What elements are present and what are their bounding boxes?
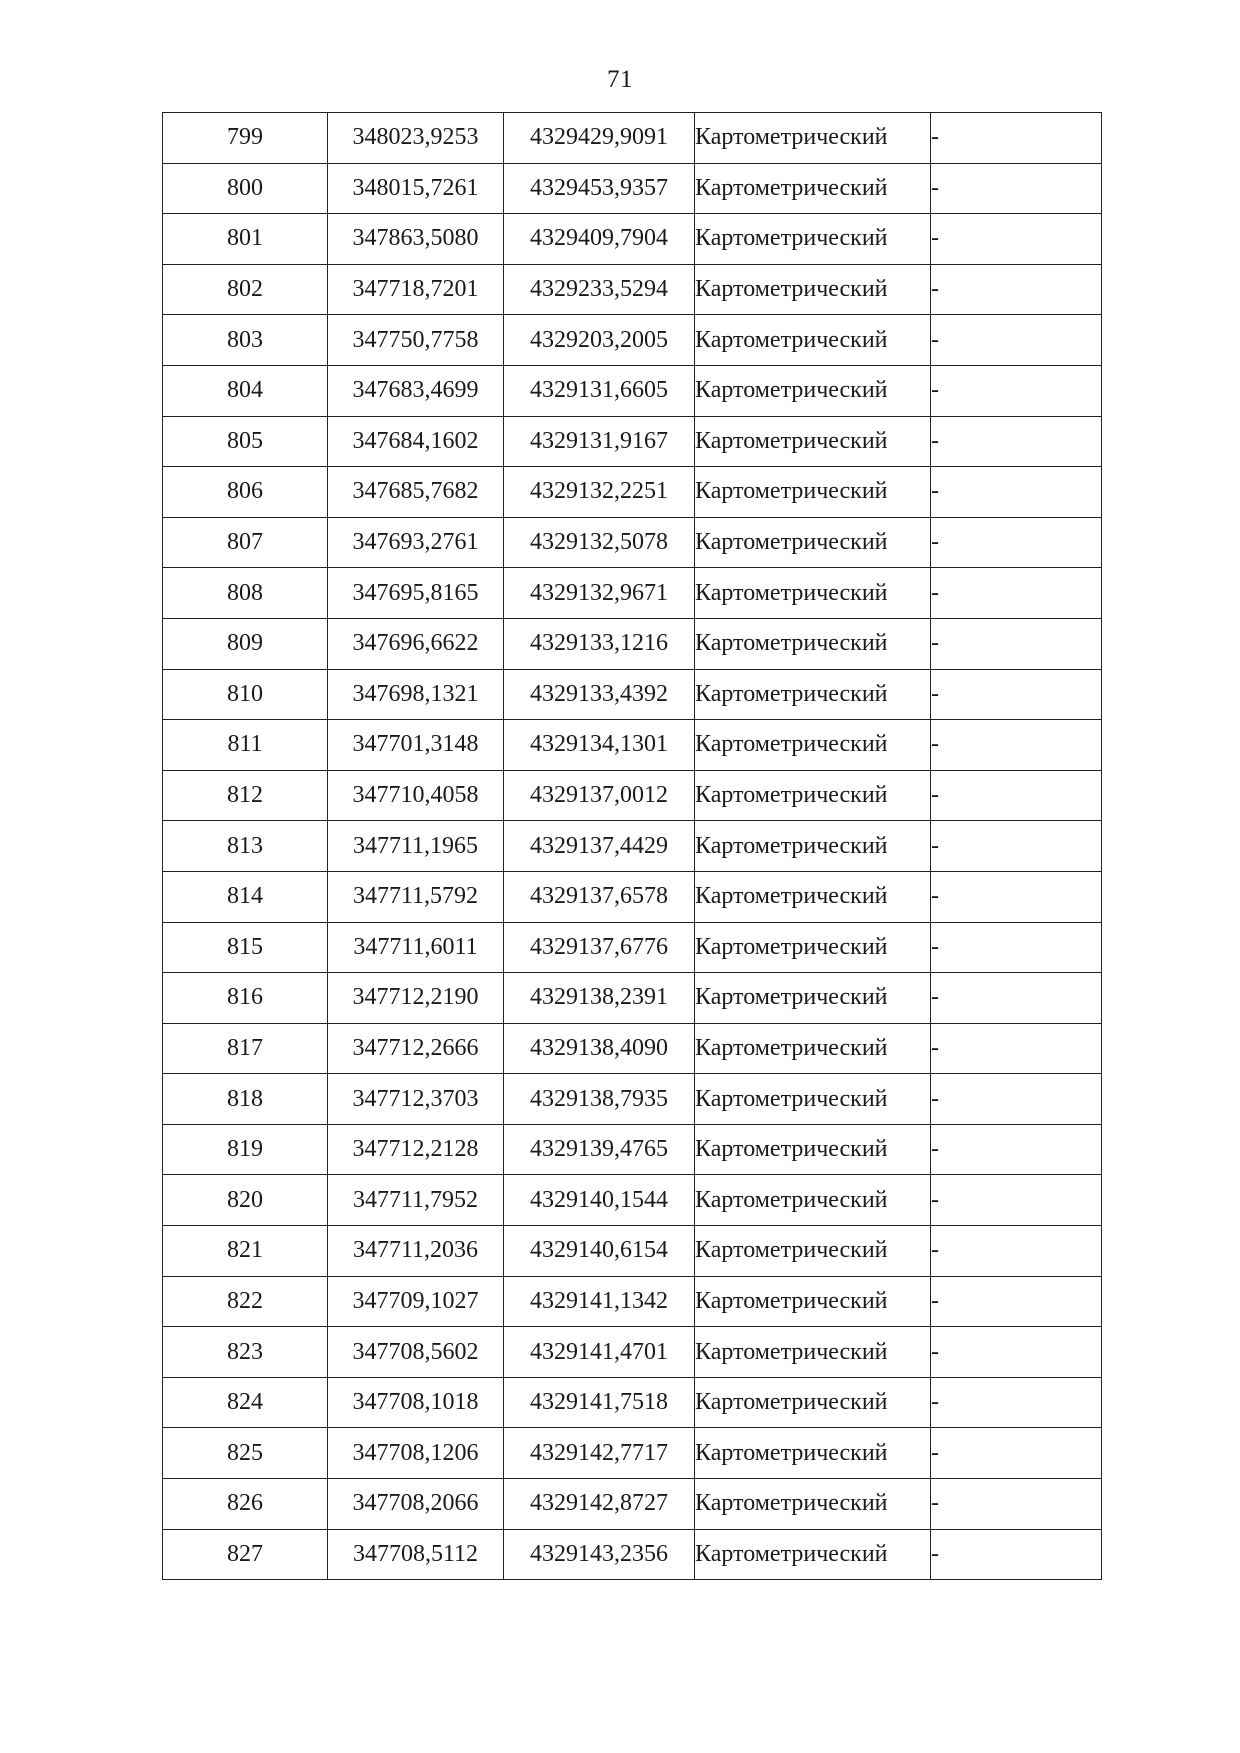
description-cell: - [931, 467, 1102, 518]
x-coordinate-cell: 347695,8165 [328, 568, 504, 619]
description-cell: - [931, 113, 1102, 164]
y-coordinate-cell: 4329141,7518 [504, 1377, 695, 1428]
description-cell: - [931, 315, 1102, 366]
x-coordinate-cell: 347710,4058 [328, 770, 504, 821]
x-coordinate-cell: 347718,7201 [328, 264, 504, 315]
y-coordinate-cell: 4329137,4429 [504, 821, 695, 872]
description-cell: - [931, 163, 1102, 214]
y-coordinate-cell: 4329137,6578 [504, 871, 695, 922]
y-coordinate-cell: 4329429,9091 [504, 113, 695, 164]
y-coordinate-cell: 4329139,4765 [504, 1124, 695, 1175]
description-cell: - [931, 618, 1102, 669]
method-cell: Картометрический [695, 568, 931, 619]
method-cell: Картометрический [695, 315, 931, 366]
y-coordinate-cell: 4329142,8727 [504, 1479, 695, 1530]
method-cell: Картометрический [695, 1074, 931, 1125]
table-row [163, 871, 1102, 922]
table-row [163, 973, 1102, 1024]
table-row [163, 467, 1102, 518]
point-number-cell: 815 [163, 922, 328, 973]
x-coordinate-cell: 347709,1027 [328, 1276, 504, 1327]
y-coordinate-cell: 4329137,0012 [504, 770, 695, 821]
description-cell: - [931, 1023, 1102, 1074]
x-coordinate-cell: 347708,1206 [328, 1428, 504, 1479]
point-number-cell: 811 [163, 720, 328, 771]
table-row [163, 113, 1102, 164]
point-number-cell: 818 [163, 1074, 328, 1125]
table-row [163, 669, 1102, 720]
x-coordinate-cell: 347712,2128 [328, 1124, 504, 1175]
y-coordinate-cell: 4329132,5078 [504, 517, 695, 568]
method-cell: Картометрический [695, 1175, 931, 1226]
y-coordinate-cell: 4329133,1216 [504, 618, 695, 669]
x-coordinate-cell: 347711,6011 [328, 922, 504, 973]
y-coordinate-cell: 4329132,2251 [504, 467, 695, 518]
x-coordinate-cell: 347708,1018 [328, 1377, 504, 1428]
y-coordinate-cell: 4329137,6776 [504, 922, 695, 973]
point-number-cell: 824 [163, 1377, 328, 1428]
description-cell: - [931, 821, 1102, 872]
y-coordinate-cell: 4329409,7904 [504, 214, 695, 265]
point-number-cell: 825 [163, 1428, 328, 1479]
table-row [163, 618, 1102, 669]
y-coordinate-cell: 4329131,9167 [504, 416, 695, 467]
table-row [163, 1377, 1102, 1428]
point-number-cell: 802 [163, 264, 328, 315]
method-cell: Картометрический [695, 871, 931, 922]
table-row [163, 1124, 1102, 1175]
description-cell: - [931, 1226, 1102, 1277]
point-number-cell: 809 [163, 618, 328, 669]
y-coordinate-cell: 4329143,2356 [504, 1529, 695, 1580]
description-cell: - [931, 1124, 1102, 1175]
x-coordinate-cell: 347693,2761 [328, 517, 504, 568]
method-cell: Картометрический [695, 416, 931, 467]
coordinates-table [162, 112, 1102, 1580]
method-cell: Картометрический [695, 770, 931, 821]
point-number-cell: 820 [163, 1175, 328, 1226]
method-cell: Картометрический [695, 1327, 931, 1378]
description-cell: - [931, 922, 1102, 973]
table-row [163, 315, 1102, 366]
table-row [163, 821, 1102, 872]
method-cell: Картометрический [695, 973, 931, 1024]
x-coordinate-cell: 347711,1965 [328, 821, 504, 872]
description-cell: - [931, 973, 1102, 1024]
x-coordinate-cell: 347712,3703 [328, 1074, 504, 1125]
x-coordinate-cell: 347863,5080 [328, 214, 504, 265]
table-row [163, 1175, 1102, 1226]
description-cell: - [931, 264, 1102, 315]
table-row [163, 1529, 1102, 1580]
table-row [163, 264, 1102, 315]
x-coordinate-cell: 347708,5602 [328, 1327, 504, 1378]
method-cell: Картометрический [695, 821, 931, 872]
point-number-cell: 823 [163, 1327, 328, 1378]
method-cell: Картометрический [695, 113, 931, 164]
x-coordinate-cell: 347712,2666 [328, 1023, 504, 1074]
page-number: 71 [607, 66, 633, 93]
description-cell: - [931, 1276, 1102, 1327]
point-number-cell: 810 [163, 669, 328, 720]
x-coordinate-cell: 348023,9253 [328, 113, 504, 164]
y-coordinate-cell: 4329233,5294 [504, 264, 695, 315]
description-cell: - [931, 1074, 1102, 1125]
point-number-cell: 803 [163, 315, 328, 366]
method-cell: Картометрический [695, 264, 931, 315]
method-cell: Картометрический [695, 467, 931, 518]
y-coordinate-cell: 4329140,6154 [504, 1226, 695, 1277]
y-coordinate-cell: 4329141,4701 [504, 1327, 695, 1378]
table-row [163, 1327, 1102, 1378]
y-coordinate-cell: 4329133,4392 [504, 669, 695, 720]
description-cell: - [931, 1529, 1102, 1580]
table-row [163, 568, 1102, 619]
point-number-cell: 827 [163, 1529, 328, 1580]
method-cell: Картометрический [695, 1276, 931, 1327]
table-row [163, 214, 1102, 265]
y-coordinate-cell: 4329131,6605 [504, 365, 695, 416]
x-coordinate-cell: 347696,6622 [328, 618, 504, 669]
y-coordinate-cell: 4329140,1544 [504, 1175, 695, 1226]
method-cell: Картометрический [695, 517, 931, 568]
description-cell: - [931, 1175, 1102, 1226]
point-number-cell: 806 [163, 467, 328, 518]
table-row [163, 1074, 1102, 1125]
table-row [163, 517, 1102, 568]
description-cell: - [931, 517, 1102, 568]
description-cell: - [931, 416, 1102, 467]
table-row [163, 770, 1102, 821]
table-row [163, 1226, 1102, 1277]
table-row [163, 922, 1102, 973]
x-coordinate-cell: 348015,7261 [328, 163, 504, 214]
description-cell: - [931, 214, 1102, 265]
description-cell: - [931, 871, 1102, 922]
y-coordinate-cell: 4329138,7935 [504, 1074, 695, 1125]
method-cell: Картометрический [695, 1529, 931, 1580]
point-number-cell: 812 [163, 770, 328, 821]
method-cell: Картометрический [695, 922, 931, 973]
method-cell: Картометрический [695, 1124, 931, 1175]
x-coordinate-cell: 347711,5792 [328, 871, 504, 922]
method-cell: Картометрический [695, 365, 931, 416]
y-coordinate-cell: 4329142,7717 [504, 1428, 695, 1479]
point-number-cell: 813 [163, 821, 328, 872]
x-coordinate-cell: 347683,4699 [328, 365, 504, 416]
point-number-cell: 808 [163, 568, 328, 619]
point-number-cell: 816 [163, 973, 328, 1024]
point-number-cell: 822 [163, 1276, 328, 1327]
table-row [163, 1023, 1102, 1074]
description-cell: - [931, 1428, 1102, 1479]
method-cell: Картометрический [695, 1377, 931, 1428]
point-number-cell: 799 [163, 113, 328, 164]
method-cell: Картометрический [695, 618, 931, 669]
x-coordinate-cell: 347750,7758 [328, 315, 504, 366]
point-number-cell: 814 [163, 871, 328, 922]
table-row [163, 416, 1102, 467]
y-coordinate-cell: 4329132,9671 [504, 568, 695, 619]
x-coordinate-cell: 347684,1602 [328, 416, 504, 467]
point-number-cell: 817 [163, 1023, 328, 1074]
x-coordinate-cell: 347708,5112 [328, 1529, 504, 1580]
method-cell: Картометрический [695, 1479, 931, 1530]
description-cell: - [931, 365, 1102, 416]
table-row [163, 720, 1102, 771]
method-cell: Картометрический [695, 669, 931, 720]
method-cell: Картометрический [695, 1023, 931, 1074]
x-coordinate-cell: 347708,2066 [328, 1479, 504, 1530]
point-number-cell: 826 [163, 1479, 328, 1530]
y-coordinate-cell: 4329141,1342 [504, 1276, 695, 1327]
y-coordinate-cell: 4329453,9357 [504, 163, 695, 214]
point-number-cell: 804 [163, 365, 328, 416]
description-cell: - [931, 770, 1102, 821]
table-row [163, 1276, 1102, 1327]
description-cell: - [931, 720, 1102, 771]
description-cell: - [931, 1327, 1102, 1378]
y-coordinate-cell: 4329203,2005 [504, 315, 695, 366]
point-number-cell: 819 [163, 1124, 328, 1175]
y-coordinate-cell: 4329138,2391 [504, 973, 695, 1024]
x-coordinate-cell: 347711,7952 [328, 1175, 504, 1226]
method-cell: Картометрический [695, 720, 931, 771]
x-coordinate-cell: 347698,1321 [328, 669, 504, 720]
y-coordinate-cell: 4329138,4090 [504, 1023, 695, 1074]
y-coordinate-cell: 4329134,1301 [504, 720, 695, 771]
table-row [163, 163, 1102, 214]
description-cell: - [931, 1479, 1102, 1530]
table-row [163, 1428, 1102, 1479]
x-coordinate-cell: 347701,3148 [328, 720, 504, 771]
point-number-cell: 801 [163, 214, 328, 265]
point-number-cell: 821 [163, 1226, 328, 1277]
description-cell: - [931, 669, 1102, 720]
point-number-cell: 805 [163, 416, 328, 467]
table-row [163, 1479, 1102, 1530]
description-cell: - [931, 1377, 1102, 1428]
method-cell: Картометрический [695, 1428, 931, 1479]
x-coordinate-cell: 347712,2190 [328, 973, 504, 1024]
point-number-cell: 800 [163, 163, 328, 214]
coordinates-table-body [163, 113, 1102, 1580]
method-cell: Картометрический [695, 214, 931, 265]
x-coordinate-cell: 347711,2036 [328, 1226, 504, 1277]
description-cell: - [931, 568, 1102, 619]
point-number-cell: 807 [163, 517, 328, 568]
table-row [163, 365, 1102, 416]
x-coordinate-cell: 347685,7682 [328, 467, 504, 518]
method-cell: Картометрический [695, 163, 931, 214]
method-cell: Картометрический [695, 1226, 931, 1277]
